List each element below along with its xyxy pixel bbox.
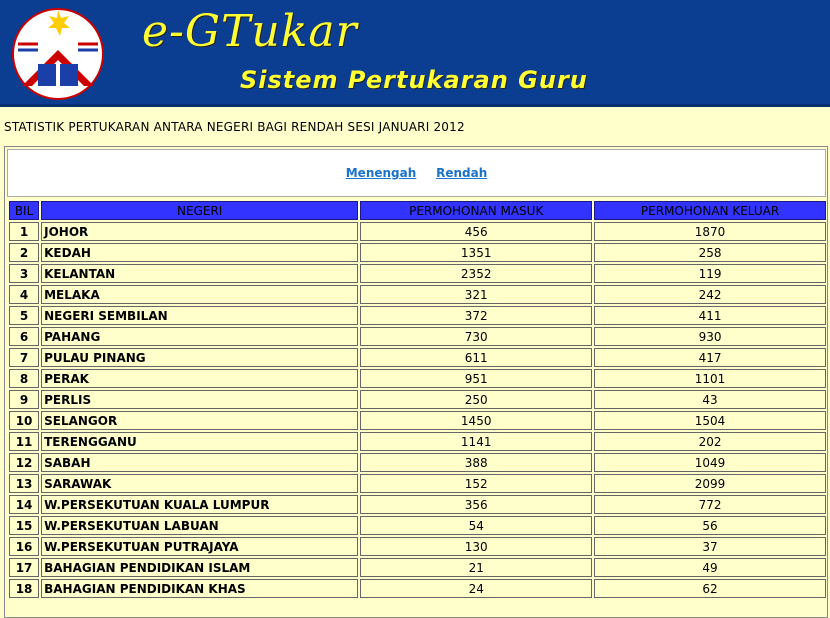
cell-masuk: 372 <box>360 306 592 325</box>
cell-negeri: PULAU PINANG <box>41 348 358 367</box>
cell-keluar: 37 <box>594 537 826 556</box>
table-row <box>9 411 826 430</box>
table-row <box>9 348 826 367</box>
cell-bil: 15 <box>9 516 39 535</box>
cell-keluar: 1870 <box>594 222 826 241</box>
page-title: STATISTIK PERTUKARAN ANTARA NEGERI BAGI RENDAH SESI JANUARI 2012 <box>4 120 465 134</box>
cell-bil: 4 <box>9 285 39 304</box>
cell-negeri: MELAKA <box>41 285 358 304</box>
cell-negeri: JOHOR <box>41 222 358 241</box>
cell-negeri: SABAH <box>41 453 358 472</box>
header-bil: BIL <box>9 201 39 220</box>
cell-bil: 11 <box>9 432 39 451</box>
table-row <box>9 453 826 472</box>
cell-bil: 12 <box>9 453 39 472</box>
cell-masuk: 321 <box>360 285 592 304</box>
cell-masuk: 1450 <box>360 411 592 430</box>
cell-bil: 17 <box>9 558 39 577</box>
cell-masuk: 951 <box>360 369 592 388</box>
table-header-row <box>9 201 826 220</box>
table-row <box>9 537 826 556</box>
cell-keluar: 2099 <box>594 474 826 493</box>
statistics-table <box>7 199 828 600</box>
cell-bil: 3 <box>9 264 39 283</box>
cell-bil: 5 <box>9 306 39 325</box>
cell-negeri: TERENGGANU <box>41 432 358 451</box>
cell-masuk: 250 <box>360 390 592 409</box>
table-row <box>9 558 826 577</box>
cell-bil: 2 <box>9 243 39 262</box>
cell-masuk: 21 <box>360 558 592 577</box>
table-row <box>9 306 826 325</box>
cell-keluar: 56 <box>594 516 826 535</box>
table-row <box>9 495 826 514</box>
brand-script-title: e-GTukar <box>142 6 358 57</box>
cell-negeri: W.PERSEKUTUAN PUTRAJAYA <box>41 537 358 556</box>
table-row <box>9 432 826 451</box>
cell-keluar: 258 <box>594 243 826 262</box>
cell-keluar: 49 <box>594 558 826 577</box>
table-row <box>9 327 826 346</box>
header-masuk: PERMOHONAN MASUK <box>360 201 592 220</box>
table-row <box>9 516 826 535</box>
cell-keluar: 411 <box>594 306 826 325</box>
cell-keluar: 417 <box>594 348 826 367</box>
cell-keluar: 242 <box>594 285 826 304</box>
cell-keluar: 202 <box>594 432 826 451</box>
statistics-panel <box>4 146 828 618</box>
cell-masuk: 611 <box>360 348 592 367</box>
cell-negeri: BAHAGIAN PENDIDIKAN ISLAM <box>41 558 358 577</box>
cell-masuk: 730 <box>360 327 592 346</box>
cell-negeri: PERAK <box>41 369 358 388</box>
cell-masuk: 1141 <box>360 432 592 451</box>
cell-keluar: 1101 <box>594 369 826 388</box>
cell-masuk: 456 <box>360 222 592 241</box>
cell-bil: 16 <box>9 537 39 556</box>
header-keluar: PERMOHONAN KELUAR <box>594 201 826 220</box>
cell-negeri: KELANTAN <box>41 264 358 283</box>
table-row <box>9 264 826 283</box>
cell-keluar: 43 <box>594 390 826 409</box>
cell-keluar: 1049 <box>594 453 826 472</box>
cell-bil: 8 <box>9 369 39 388</box>
header-negeri: NEGERI <box>41 201 358 220</box>
link-rendah[interactable]: Rendah <box>436 166 488 180</box>
table-body <box>9 222 826 598</box>
cell-masuk: 130 <box>360 537 592 556</box>
cell-keluar: 772 <box>594 495 826 514</box>
level-links <box>7 149 826 197</box>
link-menengah[interactable]: Menengah <box>345 166 417 180</box>
cell-negeri: PERLIS <box>41 390 358 409</box>
cell-keluar: 930 <box>594 327 826 346</box>
table-row <box>9 474 826 493</box>
site-header <box>0 0 830 107</box>
cell-keluar: 62 <box>594 579 826 598</box>
table-row <box>9 285 826 304</box>
cell-bil: 18 <box>9 579 39 598</box>
cell-negeri: SELANGOR <box>41 411 358 430</box>
cell-bil: 14 <box>9 495 39 514</box>
table-row <box>9 390 826 409</box>
table-row <box>9 243 826 262</box>
cell-masuk: 2352 <box>360 264 592 283</box>
cell-bil: 10 <box>9 411 39 430</box>
cell-masuk: 1351 <box>360 243 592 262</box>
table-row <box>9 579 826 598</box>
ministry-crest-icon <box>8 4 108 100</box>
cell-masuk: 152 <box>360 474 592 493</box>
cell-masuk: 356 <box>360 495 592 514</box>
cell-bil: 13 <box>9 474 39 493</box>
cell-masuk: 388 <box>360 453 592 472</box>
cell-keluar: 119 <box>594 264 826 283</box>
cell-negeri: BAHAGIAN PENDIDIKAN KHAS <box>41 579 358 598</box>
cell-bil: 7 <box>9 348 39 367</box>
table-row <box>9 222 826 241</box>
cell-bil: 1 <box>9 222 39 241</box>
cell-keluar: 1504 <box>594 411 826 430</box>
cell-negeri: W.PERSEKUTUAN LABUAN <box>41 516 358 535</box>
cell-masuk: 54 <box>360 516 592 535</box>
cell-bil: 6 <box>9 327 39 346</box>
table-row <box>9 369 826 388</box>
cell-masuk: 24 <box>360 579 592 598</box>
cell-negeri: NEGERI SEMBILAN <box>41 306 358 325</box>
brand-subtitle: Sistem Pertukaran Guru <box>240 66 588 94</box>
cell-negeri: SARAWAK <box>41 474 358 493</box>
cell-negeri: KEDAH <box>41 243 358 262</box>
cell-bil: 9 <box>9 390 39 409</box>
cell-negeri: PAHANG <box>41 327 358 346</box>
cell-negeri: W.PERSEKUTUAN KUALA LUMPUR <box>41 495 358 514</box>
